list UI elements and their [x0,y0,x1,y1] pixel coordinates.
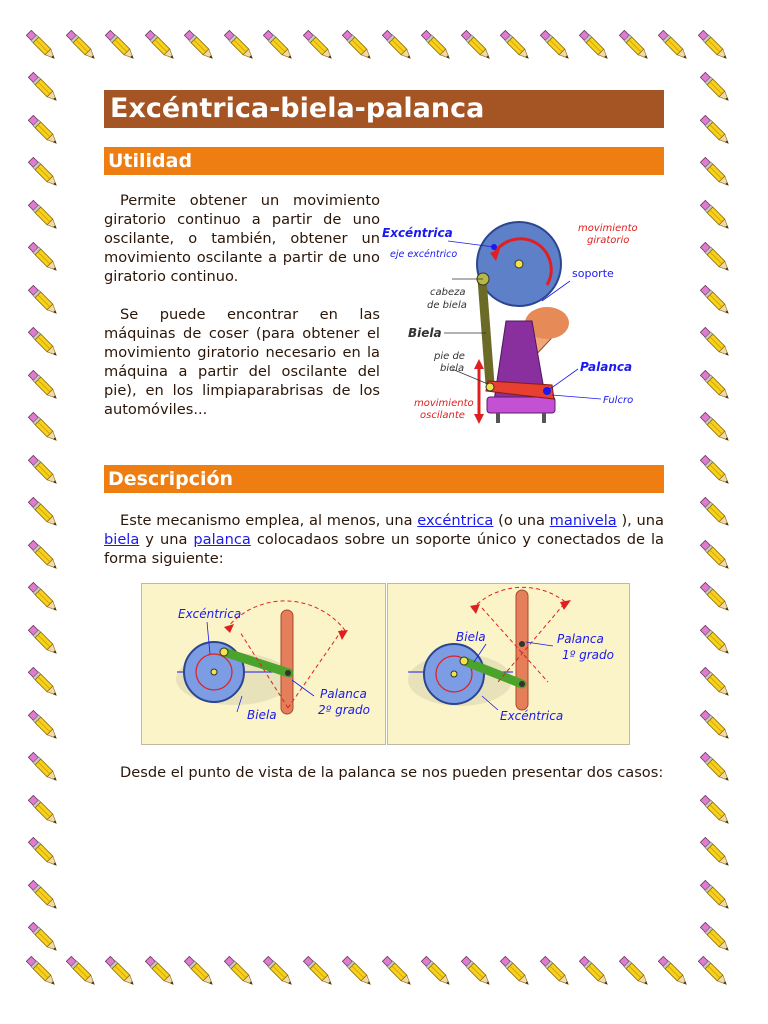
label-mov-osc-2: oscilante [420,410,465,421]
utilidad-body [104,191,664,445]
pencil-icon [28,582,62,616]
page-content [104,90,664,782]
fig1-label-palanca: Palanca [320,687,367,701]
pencil-icon [421,956,455,990]
pencil-icon [66,30,100,64]
pencil-icon [500,30,534,64]
pencil-icon [28,922,62,956]
pencil-icon [540,956,574,990]
pencil-icon [658,30,692,64]
figures-row [141,583,664,745]
pencil-icon [28,157,62,191]
label-cabeza-1: cabeza [430,287,466,298]
figure-palanca-1-grado [387,583,630,745]
pencil-icon [28,285,62,319]
pencil-icon [66,956,100,990]
label-pie-1: pie de [434,351,465,362]
pencil-icon [28,200,62,234]
pencil-icon [28,115,62,149]
pencil-icon [145,30,179,64]
pencil-icon [700,455,734,489]
pencil-icon [28,540,62,574]
pencil-icon [28,752,62,786]
link-biela[interactable]: biela [104,531,140,548]
label-cabeza-2: de biela [427,300,467,311]
pencil-icon [579,30,613,64]
pencil-icon [700,625,734,659]
pencil-icon [700,540,734,574]
section-heading-descripcion: Descripción [104,465,664,493]
pencil-icon [500,956,534,990]
pencil-icon [28,667,62,701]
pencil-icon [28,625,62,659]
pencil-icon [263,956,297,990]
label-excentrica: Excéntrica [382,226,453,240]
pencil-icon [145,956,179,990]
pencil-icon [700,370,734,404]
pencil-icon [619,956,653,990]
descripcion-text-1: Este mecanismo emplea, al menos, una [120,512,418,529]
fig2-palanca-bar [516,590,528,710]
descripcion-paragraph [104,511,664,568]
pencil-icon [28,455,62,489]
label-mov-gir-2: giratorio [587,235,630,246]
pencil-icon [700,157,734,191]
pencil-icon [698,30,732,64]
pencil-icon [700,710,734,744]
label-pie-2: biela [440,363,465,374]
fig1-label-grado: 2º grado [318,703,370,717]
pencil-icon [421,30,455,64]
fig2-label-biela: Biela [456,630,486,644]
pencil-icon [382,30,416,64]
label-soporte: soporte [572,267,614,280]
pencil-icon [28,880,62,914]
pencil-icon [28,72,62,106]
fig2-label-excentrica: Excéntrica [500,709,564,723]
pencil-icon [700,412,734,446]
descripcion-text-5: colocadaos sobre un soporte único y conectados de la forma siguiente: [104,531,664,567]
pencil-icon [184,956,218,990]
pencil-icon [700,200,734,234]
pencil-icon [105,30,139,64]
pencil-icon [303,30,337,64]
pencil-icon [28,370,62,404]
section-heading-utilidad: Utilidad [104,147,664,175]
label-fulcro: Fulcro [603,395,634,406]
border-top [26,30,737,64]
pencil-icon [224,30,258,64]
pencil-icon [700,667,734,701]
pencil-icon [700,752,734,786]
label-eje-excentrico: eje excéntrico [390,249,458,260]
pencil-icon [700,837,734,871]
pencil-icon [579,956,613,990]
pencil-icon [700,497,734,531]
label-palanca: Palanca [580,360,633,374]
base-shape [487,397,555,413]
pencil-icon [700,327,734,361]
utilidad-paragraph-2: Se puede encontrar en las máquinas de coser (para obtener el movimiento giratorio necesario en la máquina a partir del oscilante del pie), en los limpiaparabrisas de los automóviles... [104,306,380,418]
pencil-icon [700,880,734,914]
border-left [28,72,62,965]
pencil-icon [28,497,62,531]
link-excentrica[interactable]: excéntrica [417,512,494,529]
pencil-icon [184,30,218,64]
label-biela: Biela [408,326,442,340]
fig1-label-biela: Biela [247,708,277,722]
border-bottom [26,956,737,990]
pencil-icon [700,285,734,319]
border-right [700,72,734,965]
pencil-icon [303,956,337,990]
pencil-icon [658,956,692,990]
pencil-icon [28,837,62,871]
pencil-icon [700,795,734,829]
pencil-icon [700,115,734,149]
link-palanca[interactable]: palanca [193,531,251,548]
machine-diagram [382,219,664,445]
pencil-icon [382,956,416,990]
pencil-icon [224,956,258,990]
pencil-icon [700,922,734,956]
pencil-icon [700,242,734,276]
page-title: Excéntrica-biela-palanca [104,90,664,128]
pencil-icon [342,956,376,990]
fig1-palanca-bar [281,610,293,714]
fig2-label-palanca: Palanca [557,632,604,646]
pencil-icon [28,242,62,276]
pencil-icon [700,72,734,106]
pencil-icon [619,30,653,64]
descripcion-text-4: y una [139,531,194,548]
pencil-icon [26,30,60,64]
pencil-icon [461,30,495,64]
pencil-icon [700,582,734,616]
pencil-icon [28,795,62,829]
pencil-icon [28,412,62,446]
descripcion-text-3: ), una [616,512,664,529]
pencil-icon [461,956,495,990]
closing-paragraph: Desde el punto de vista de la palanca se nos pueden presentar dos casos: [120,764,664,781]
utilidad-paragraph-1: Permite obtener un movimiento giratorio continuo a partir de uno oscilante, o también, obtener un movimiento oscilante a partir de uno giratorio continuo. [104,192,380,285]
pencil-icon [263,30,297,64]
fig1-label-excentrica: Excéntrica [178,607,242,621]
pencil-icon [28,327,62,361]
fig2-label-grado: 1º grado [562,648,614,662]
figure-palanca-2-grado [141,583,386,745]
label-mov-gir-1: movimiento [578,223,638,234]
label-mov-osc-1: movimiento [414,398,474,409]
link-manivela[interactable]: manivela [549,512,617,529]
utilidad-text [104,191,380,445]
pencil-icon [28,710,62,744]
pencil-icon [342,30,376,64]
descripcion-text-2: (o una [493,512,550,529]
pencil-icon [105,956,139,990]
pencil-icon [540,30,574,64]
